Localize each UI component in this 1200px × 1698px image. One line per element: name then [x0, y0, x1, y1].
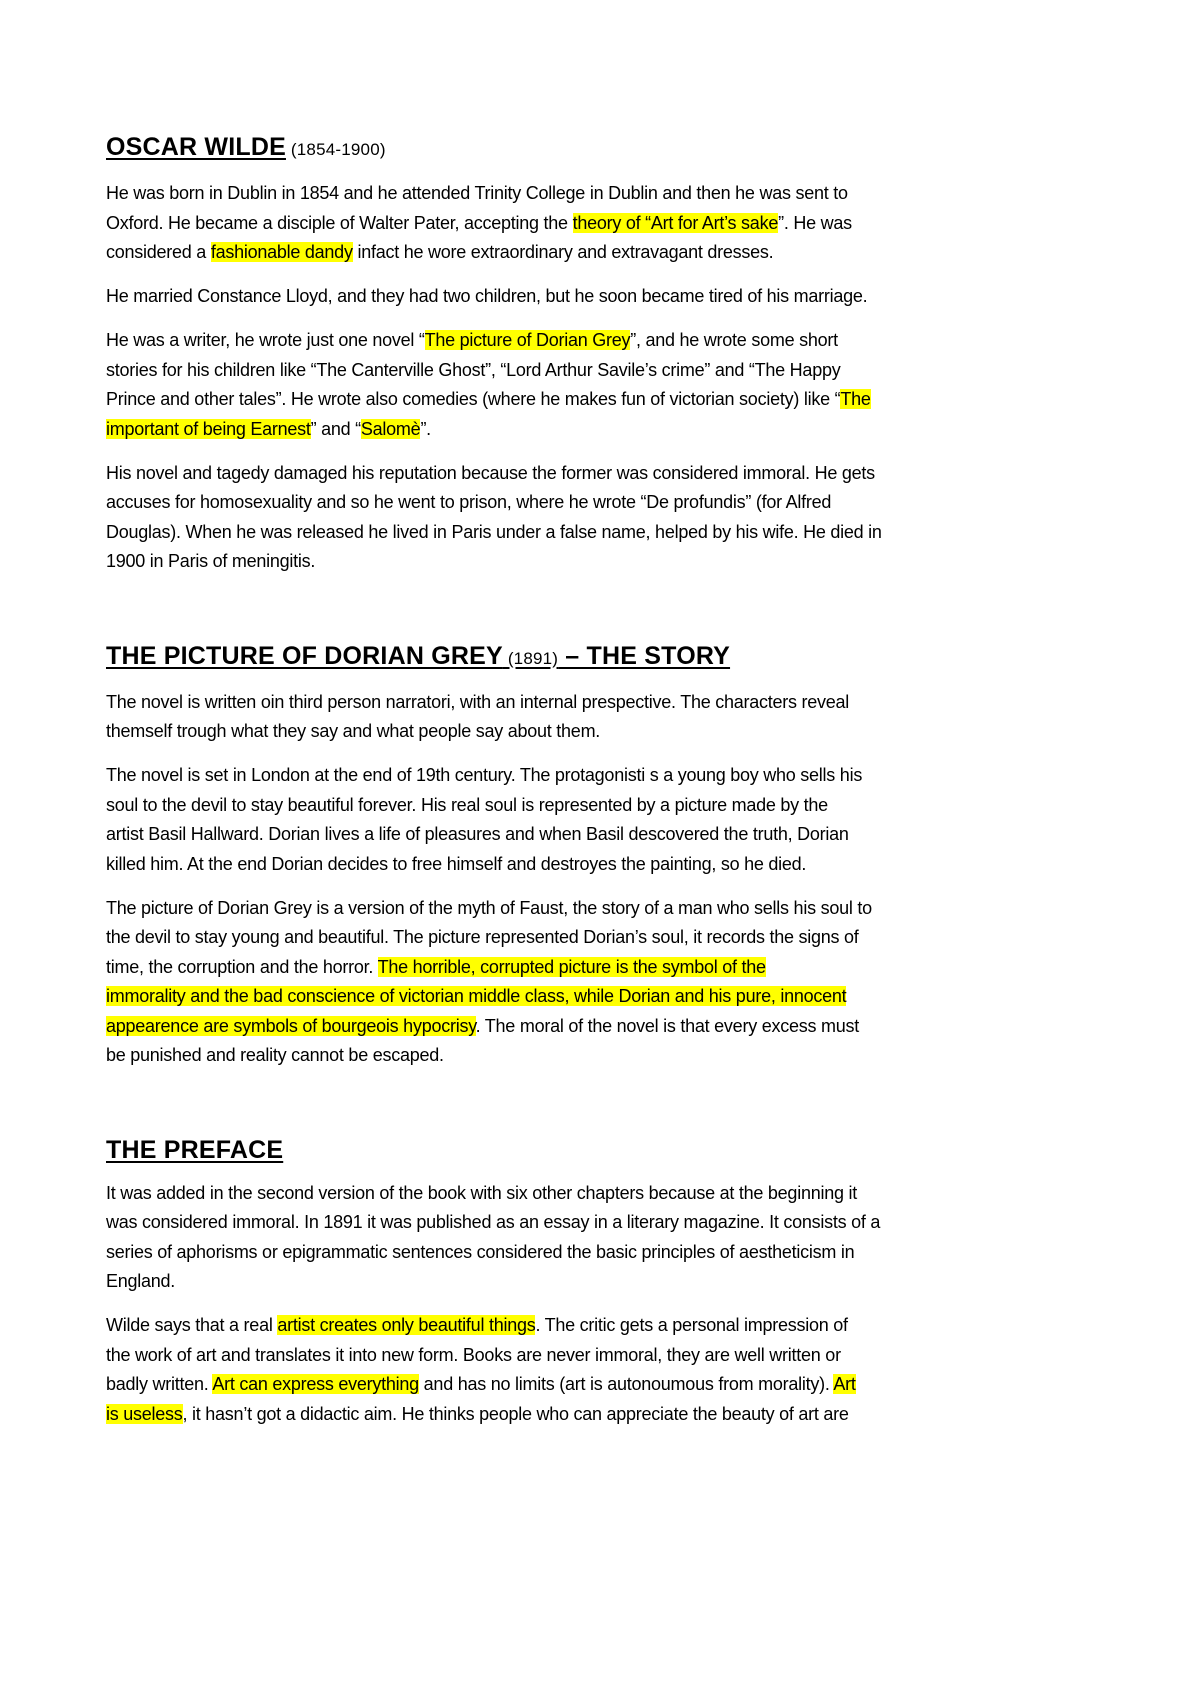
text-run: He was a writer, he wrote just one novel “ [106, 330, 425, 350]
highlighted-text: The picture of Dorian Grey [424, 330, 631, 350]
text-run: the devil to stay young and beautiful. The picture represented Dorian’s soul, it records the signs of [106, 927, 859, 947]
document-section [106, 1133, 1026, 1430]
text-line [106, 1208, 1026, 1238]
text-run: OSCAR WILDE [106, 133, 286, 161]
text-line [106, 209, 1026, 239]
highlighted-text: The horrible, corrupted picture is the symbol of the [377, 956, 766, 977]
text-line [106, 820, 1026, 850]
text-line [106, 415, 1026, 445]
text-run: artist Basil Hallward. Dorian lives a life of pleasures and when Basil descovered the truth, Dorian [106, 824, 849, 844]
text-run: – THE STORY [558, 641, 731, 670]
text-line [106, 1179, 1026, 1209]
text-line [106, 488, 1026, 518]
text-line [106, 1311, 1026, 1341]
text-line [106, 1341, 1026, 1371]
text-run: Prince and other tales”. He wrote also comedies (where he makes fun of victorian society) like “ [106, 389, 841, 409]
text-run: Douglas). When he was released he lived in Paris under a false name, helped by his wife. He died in [106, 521, 882, 542]
text-line [106, 1400, 1026, 1430]
section-heading [106, 639, 1026, 676]
text-line [106, 459, 1026, 489]
text-run: killed him. At the end Dorian decides to free himself and destroyes the painting, so he died. [106, 853, 807, 874]
text-run: ”. [420, 418, 431, 439]
paragraph [106, 894, 1026, 1071]
highlighted-text: Salomè [360, 418, 421, 439]
text-run: themself trough what they say and what people say about them. [106, 721, 601, 741]
document-section [106, 639, 1026, 1071]
text-run: . The critic gets a personal impression of [535, 1315, 848, 1335]
text-run: England. [106, 1271, 176, 1291]
paragraph [106, 1311, 1026, 1429]
paragraph [106, 326, 1026, 444]
text-line [106, 791, 1026, 821]
text-run: Oxford. He became a disciple of Walter Pater, accepting the [106, 212, 573, 233]
text-run: ”. He was [778, 212, 852, 233]
paragraph [106, 459, 1026, 577]
text-run: (1891) [502, 648, 559, 668]
text-run: be punished and reality cannot be escaped. [106, 1045, 444, 1065]
text-line [106, 953, 1026, 983]
text-run: He married Constance Lloyd, and they had two children, but he soon became tired of his marriage. [106, 286, 868, 306]
highlighted-text: appearence are symbols of bourgeois hypocrisy [106, 1015, 476, 1036]
text-line [106, 547, 1026, 577]
text-run: THE PICTURE OF DORIAN GREY [106, 641, 503, 670]
text-line [106, 717, 1026, 747]
text-run: 1900 in Paris of meningitis. [106, 551, 316, 571]
text-run: The novel is written oin third person narratori, with an internal prespective. The characters reveal [106, 691, 850, 712]
text-run: Wilde says that a real [106, 1315, 278, 1335]
highlighted-text: Art can express everything [212, 1374, 419, 1394]
text-run: ” and “ [310, 418, 361, 439]
paragraph [106, 1179, 1026, 1297]
text-line [106, 385, 1026, 415]
text-run: accuses for homosexuality and so he went to prison, where he wrote “De profundis” (for Alfred [106, 492, 832, 512]
section-heading [106, 1133, 1026, 1167]
highlighted-text: artist creates only beautiful things [277, 1315, 536, 1335]
paragraph [106, 282, 1026, 312]
text-line [106, 1041, 1026, 1071]
text-run: The picture of Dorian Grey is a version of the myth of Faust, the story of a man who sells his soul to [106, 897, 872, 918]
text-run: It was added in the second version of the book with six other chapters because at the beginning it [106, 1182, 857, 1203]
text-run: time, the corruption and the horror. [106, 956, 378, 977]
text-line [106, 356, 1026, 386]
paragraph [106, 688, 1026, 747]
text-line [106, 688, 1026, 718]
text-line [106, 761, 1026, 791]
text-run: soul to the devil to stay beautiful forever. His real soul is represented by a picture made by the [106, 794, 828, 815]
text-run: (1854-1900) [285, 140, 386, 159]
text-run: ”, and he wrote some short [630, 330, 838, 350]
text-run: , it hasn’t got a didactic aim. He thinks people who can appreciate the beauty of art are [182, 1403, 849, 1424]
text-run: the work of art and translates it into new form. Books are never immoral, they are well written or [106, 1344, 841, 1365]
text-run: series of aphorisms or epigrammatic sentences considered the basic principles of aestheticism in [106, 1241, 855, 1262]
paragraph [106, 179, 1026, 268]
text-line [106, 179, 1026, 209]
document-page [106, 130, 1026, 1491]
text-run: The novel is set in London at the end of 19th century. The protagonisti s a young boy who sells his [106, 765, 863, 785]
text-line [106, 518, 1026, 548]
text-run: THE PREFACE [106, 1135, 284, 1164]
highlighted-text: immorality and the bad conscience of victorian middle class, while Dorian and his pure, innocent [106, 986, 847, 1006]
highlighted-text: theory of “Art for Art’s sake [572, 212, 779, 233]
document-section [106, 130, 1026, 577]
paragraph [106, 761, 1026, 879]
highlighted-text: important of being Earnest [106, 418, 311, 439]
text-line [106, 894, 1026, 924]
text-run: infact he wore extraordinary and extravagant dresses. [352, 242, 774, 262]
text-run: badly written. [106, 1374, 213, 1394]
text-run: . The moral of the novel is that every excess must [475, 1015, 859, 1036]
highlighted-text: fashionable dandy [210, 242, 353, 262]
text-run: He was born in Dublin in 1854 and he attended Trinity College in Dublin and then he was sent to [106, 183, 848, 203]
text-line [106, 1238, 1026, 1268]
text-line [106, 1267, 1026, 1297]
text-line [106, 282, 1026, 312]
text-line [106, 923, 1026, 953]
highlighted-text: Art [833, 1374, 856, 1394]
section-heading [106, 130, 1026, 167]
text-line [106, 326, 1026, 356]
text-line [106, 1012, 1026, 1042]
text-run: and has no limits (art is autonoumous from morality). [418, 1374, 834, 1394]
text-run: considered a [106, 242, 211, 262]
text-line [106, 982, 1026, 1012]
text-line [106, 1370, 1026, 1400]
highlighted-text: The [840, 389, 871, 409]
text-run: stories for his children like “The Canterville Ghost”, “Lord Arthur Savile’s crime” and “The Happy [106, 359, 841, 380]
text-run: His novel and tagedy damaged his reputation because the former was considered immoral. He gets [106, 462, 875, 483]
text-line [106, 238, 1026, 268]
highlighted-text: is useless [106, 1403, 183, 1424]
text-line [106, 850, 1026, 880]
text-run: was considered immoral. In 1891 it was published as an essay in a literary magazine. It consists of a [106, 1212, 881, 1232]
